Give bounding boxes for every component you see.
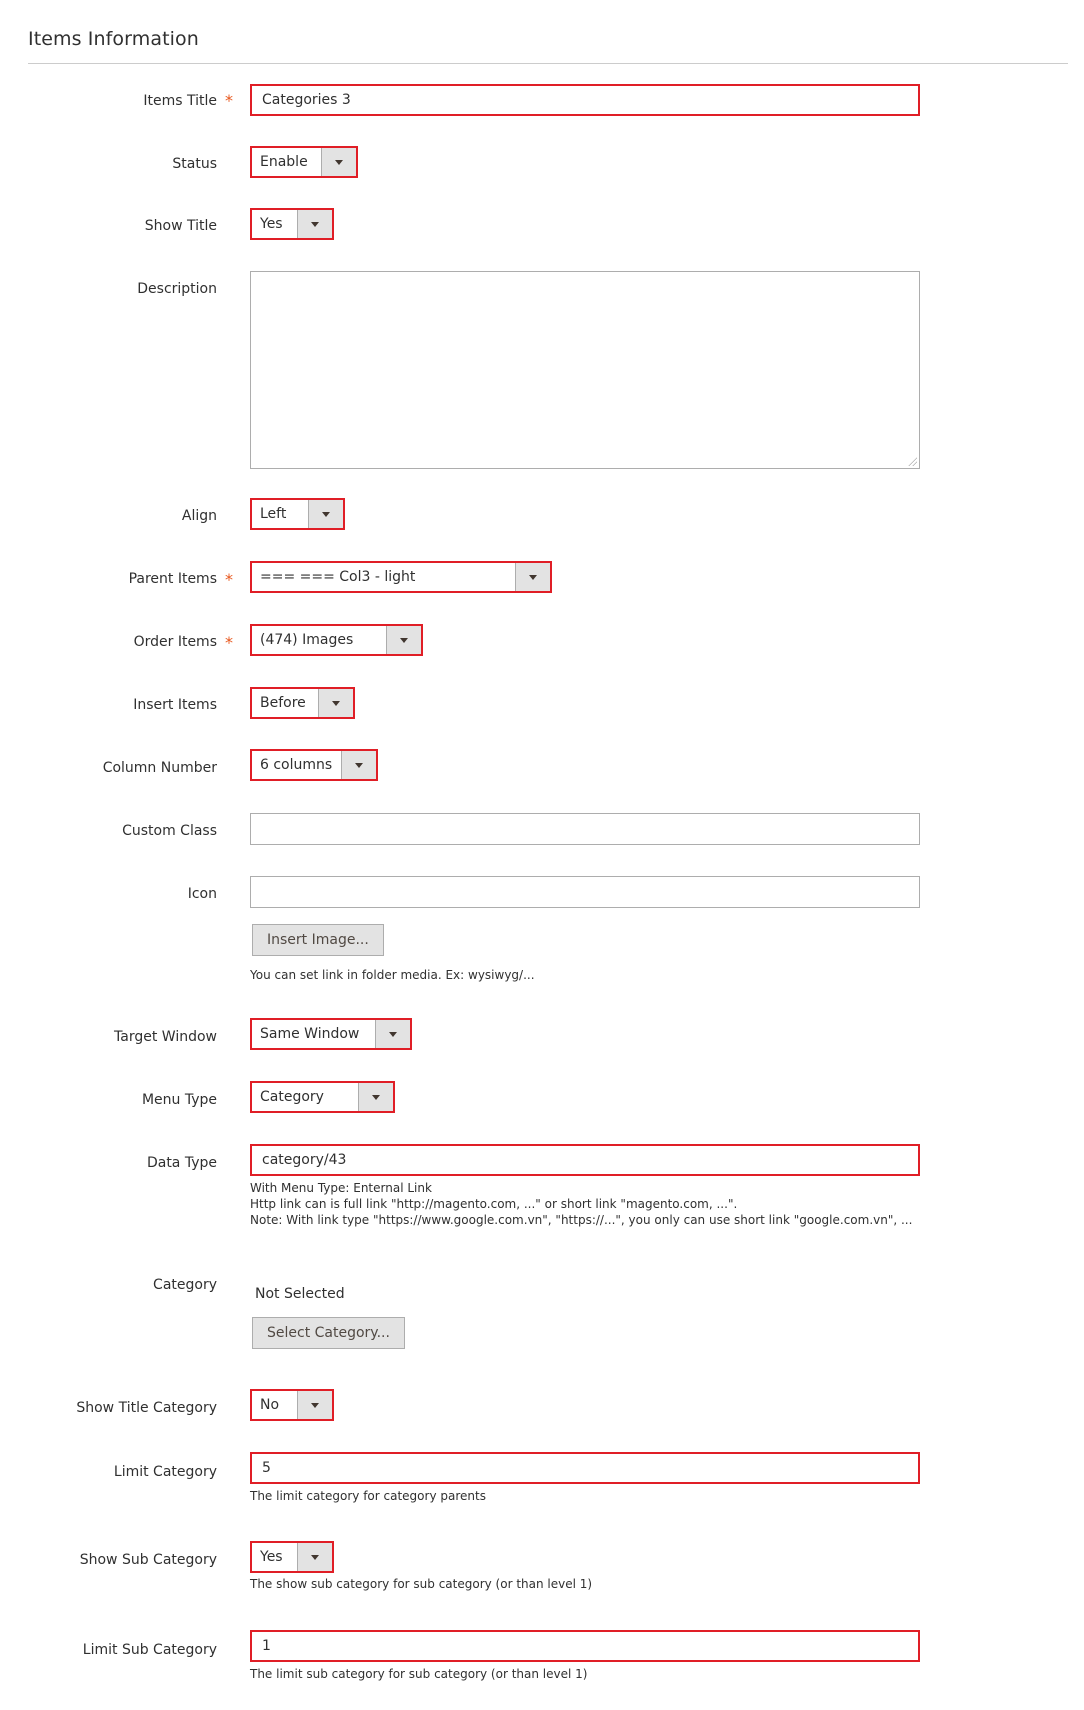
data-type-note-1: With Menu Type: Enternal Link [250,1181,432,1195]
show-sub-category-value: Yes [260,1549,283,1565]
required-marker: * [225,91,233,110]
data-type-input[interactable]: category/43 [250,1144,920,1176]
chevron-down-icon [297,210,332,238]
chevron-down-icon [321,148,356,176]
column-number-label: Column Number [102,760,217,776]
insert-items-select[interactable] [250,687,355,719]
chevron-down-icon [515,563,550,591]
menu-type-label: Menu Type [141,1092,217,1108]
category-label: Category [153,1277,217,1293]
show-title-category-select[interactable] [250,1389,334,1421]
status-select[interactable] [250,146,358,178]
column-number-value: 6 columns [260,757,333,773]
parent-items-value: === === Col3 - light [260,569,416,585]
data-type-label: Data Type [146,1155,217,1171]
column-number-select[interactable] [250,749,378,781]
order-items-label: Order Items [133,634,217,650]
status-value: Enable [260,154,308,170]
required-marker: * [225,570,233,589]
show-title-category-label: Show Title Category [76,1400,217,1416]
chevron-down-icon [358,1083,393,1111]
description-textarea[interactable] [250,271,920,469]
limit-category-note: The limit category for category parents [250,1489,486,1503]
show-title-label: Show Title [144,218,217,234]
chevron-down-icon [297,1543,332,1571]
chevron-down-icon [308,500,343,528]
items-title-label: Items Title [143,93,217,109]
show-sub-category-label: Show Sub Category [79,1552,217,1568]
icon-input[interactable] [250,876,920,908]
target-window-value: Same Window [260,1026,360,1042]
section-title: Items Information [28,28,199,50]
required-marker: * [225,633,233,652]
section-divider [28,63,1068,64]
chevron-down-icon [341,751,376,779]
align-select[interactable] [250,498,345,530]
data-type-note-3: Note: With link type "https://www.google.com.vn", "https://...", you only can use short link "google.com.vn", ... [250,1213,913,1227]
chevron-down-icon [386,626,421,654]
show-sub-category-select[interactable] [250,1541,334,1573]
target-window-select[interactable] [250,1018,412,1050]
order-items-select[interactable] [250,624,423,656]
custom-class-label: Custom Class [122,823,217,839]
align-label: Align [181,508,217,524]
limit-sub-category-note: The limit sub category for sub category (or than level 1) [250,1667,588,1681]
items-title-input[interactable]: Categories 3 [250,84,920,116]
show-title-value: Yes [260,216,283,232]
icon-note: You can set link in folder media. Ex: wysiwyg/... [250,968,535,982]
parent-items-label: Parent Items [128,571,217,587]
chevron-down-icon [297,1391,332,1419]
parent-items-select[interactable] [250,561,552,593]
insert-image-button[interactable]: Insert Image... [252,924,384,956]
align-value: Left [260,506,287,522]
status-label: Status [172,156,217,172]
chevron-down-icon [375,1020,410,1048]
limit-sub-category-input[interactable]: 1 [250,1630,920,1662]
limit-sub-category-label: Limit Sub Category [82,1642,217,1658]
resize-grip-icon[interactable] [907,456,917,466]
limit-category-input[interactable]: 5 [250,1452,920,1484]
order-items-value: (474) Images [260,632,354,648]
target-window-label: Target Window [114,1029,217,1045]
show-sub-category-note: The show sub category for sub category (or than level 1) [250,1577,593,1591]
select-category-button[interactable]: Select Category... [252,1317,405,1349]
category-value: Not Selected [255,1286,345,1302]
chevron-down-icon [318,689,353,717]
menu-type-value: Category [260,1089,324,1105]
menu-type-select[interactable] [250,1081,395,1113]
limit-category-label: Limit Category [113,1464,217,1480]
description-label: Description [137,281,217,297]
show-title-category-value: No [260,1397,280,1413]
data-type-note-2: Http link can is full link "http://magento.com, ..." or short link "magento.com, ...". [250,1197,738,1211]
insert-items-label: Insert Items [133,697,217,713]
icon-label: Icon [187,886,217,902]
show-title-select[interactable] [250,208,334,240]
insert-items-value: Before [260,695,306,711]
custom-class-input[interactable] [250,813,920,845]
